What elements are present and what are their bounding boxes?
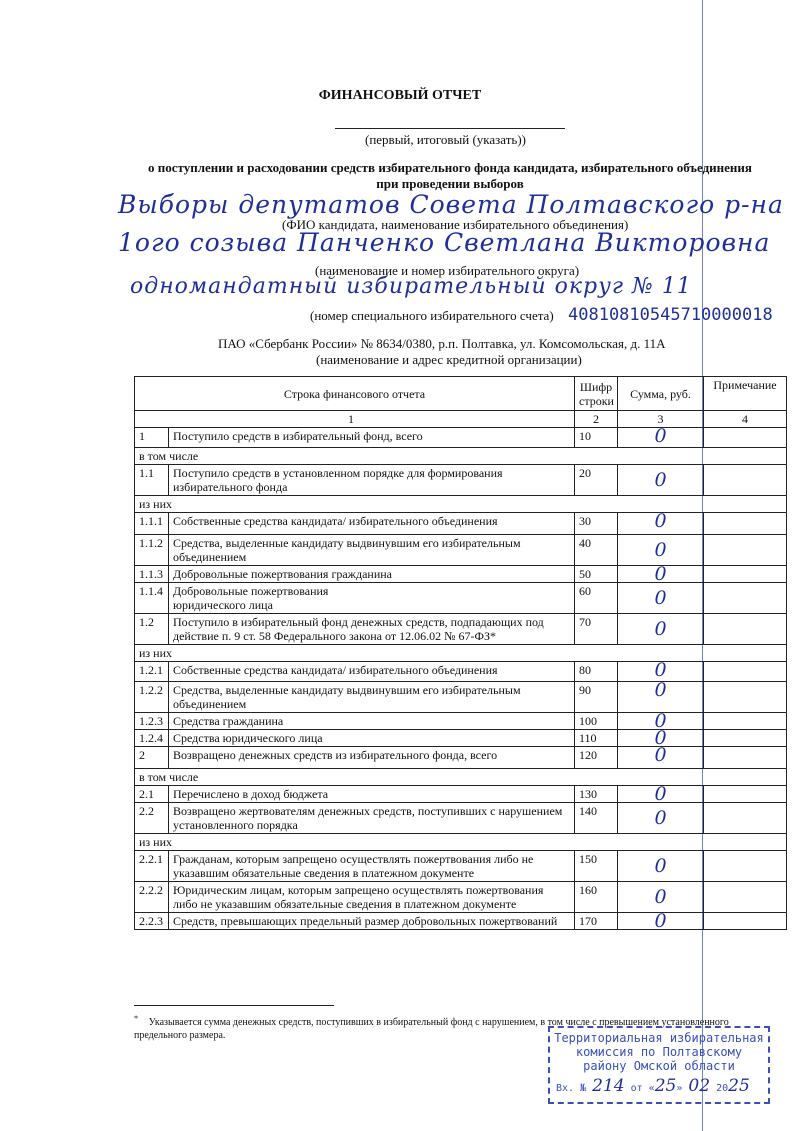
row-num: 1 [135,428,169,448]
row-num: 2.2.2 [135,882,169,913]
table-row [135,730,787,747]
row-code: 30 [575,513,618,535]
handwritten-district: одномандатный избирательный округ № 11 [130,274,692,299]
row-note [704,682,787,713]
report-type-caption: (первый, итоговый (указать)) [365,132,526,147]
colnum-4: 4 [704,411,787,428]
row-sum: 0 [618,913,704,930]
row-sum: 0 [618,662,704,682]
row-note [704,465,787,496]
row-num: 1.1.4 [135,583,169,614]
subheader-text: из них [135,834,787,851]
row-code: 40 [575,535,618,566]
table-subheader [135,769,787,786]
row-sum: 0 [618,566,704,583]
table-row [135,535,787,566]
row-text: Собственные средства кандидата/ избирательного объединения [169,513,575,535]
report-type-underline [335,128,565,129]
row-note [704,913,787,930]
stamp-registration-line [556,1076,750,1096]
stamp-reg-year: 25 [728,1076,750,1096]
row-note [704,713,787,730]
stamp-reg-day: 25 [654,1076,677,1096]
stamp-reg-month: 02 [688,1076,711,1096]
candidate-caption: (ФИО кандидата, наименование избирательного объединения) [282,217,629,232]
table-row [135,662,787,682]
colnum-3: 3 [618,411,704,428]
row-text: Поступило средств в установленном порядке для формирования избирательного фонда [169,465,575,496]
district-caption: (наименование и номер избирательного округа) [315,263,580,278]
table-row [135,682,787,713]
subheader-text: в том числе [135,448,787,465]
row-code: 170 [575,913,618,930]
table-row [135,803,787,834]
row-num: 1.1.3 [135,566,169,583]
row-num: 1.1.2 [135,535,169,566]
row-sum: 0 [618,682,704,713]
row-num: 2.1 [135,786,169,803]
stamp-reg-prefix: Вх. № [556,1083,587,1094]
row-code: 160 [575,882,618,913]
stamp-reg-year-prefix: 20 [716,1083,729,1094]
row-text: Средств, превышающих предельный размер добровольных пожертвований [169,913,575,930]
row-num: 2 [135,747,169,769]
bank-name: ПАО «Сбербанк России» № 8634/0380, р.п. Полтавка, ул. Комсомольская, д. 11А [218,336,666,351]
row-code: 80 [575,662,618,682]
row-sum: 0 [618,786,704,803]
row-sum: 0 [618,583,704,614]
table-subheader [135,645,787,662]
row-code: 60 [575,583,618,614]
row-sum: 0 [618,882,704,913]
header-note: Примечание [704,377,787,411]
row-sum: 0 [618,513,704,535]
row-text: Собственные средства кандидата/ избирательного объединения [169,662,575,682]
bank-caption: (наименование и адрес кредитной организации) [316,352,582,367]
row-text: Добровольные пожертвования юридического лица [169,583,575,614]
table-row [135,566,787,583]
row-sum: 0 [618,803,704,834]
row-num: 1.2.1 [135,662,169,682]
row-code: 10 [575,428,618,448]
row-sum: 0 [618,730,704,747]
row-note [704,803,787,834]
header-code: Шифр строки [575,377,618,411]
footnote-mark: * [134,1014,139,1023]
table-row [135,465,787,496]
row-code: 130 [575,786,618,803]
row-num: 2.2 [135,803,169,834]
row-text: Юридическим лицам, которым запрещено осуществлять пожертвования либо не указавшим обязательные сведения в платежном документе [169,882,575,913]
row-note [704,730,787,747]
stamp-reg-sep: » [676,1083,683,1094]
table-subheader [135,448,787,465]
colnum-2: 2 [575,411,618,428]
row-num: 1.2.2 [135,682,169,713]
stamp-line3: району Омской области [583,1059,735,1073]
row-num: 1.1.1 [135,513,169,535]
footnote-divider [134,1005,334,1006]
row-sum: 0 [618,465,704,496]
row-code: 150 [575,851,618,882]
handwritten-election: Выборы депутатов Совета Полтавского р-на [118,190,784,219]
subtitle-line2: при проведении выборов [376,176,524,191]
row-code: 50 [575,566,618,583]
row-text: Поступило в избирательный фонд денежных средств, подпадающих под действие п. 9 ст. 58 Федерального закона от 12.06.02 № 67-ФЗ* [169,614,575,645]
row-text: Возвращено жертвователям денежных средств, поступивших с нарушением установленного порядка [169,803,575,834]
table-header-row [135,377,787,411]
table-row [135,583,787,614]
row-code: 110 [575,730,618,747]
subheader-text: в том числе [135,769,787,786]
row-text: Добровольные пожертвования гражданина [169,566,575,583]
row-text: Средства юридического лица [169,730,575,747]
row-sum: 0 [618,713,704,730]
account-caption: (номер специального избирательного счета) [310,308,554,323]
row-note [704,566,787,583]
row-note [704,786,787,803]
row-num: 1.2 [135,614,169,645]
row-code: 120 [575,747,618,769]
table-row [135,913,787,930]
row-sum: 0 [618,747,704,769]
row-sum: 0 [618,851,704,882]
row-text: Поступило средств в избирательный фонд, всего [169,428,575,448]
row-note [704,662,787,682]
row-code: 90 [575,682,618,713]
row-note [704,747,787,769]
table-row [135,713,787,730]
row-num: 1.2.4 [135,730,169,747]
page-title: ФИНАНСОВЫЙ ОТЧЕТ [318,88,482,103]
row-code: 100 [575,713,618,730]
table-row [135,747,787,769]
handwritten-account: 40810810545710000018 [568,305,773,325]
subheader-text: из них [135,496,787,513]
row-num: 2.2.1 [135,851,169,882]
row-note [704,583,787,614]
row-sum: 0 [618,535,704,566]
header-line: Строка финансового отчета [135,377,575,411]
table-row [135,614,787,645]
row-num: 2.2.3 [135,913,169,930]
table-subheader [135,496,787,513]
row-note [704,882,787,913]
row-code: 140 [575,803,618,834]
table-row [135,882,787,913]
row-code: 20 [575,465,618,496]
row-note [704,851,787,882]
stamp-line2: комиссия по Полтавскому [575,1045,743,1059]
row-text: Средства гражданина [169,713,575,730]
row-sum: 0 [618,428,704,448]
row-text: Возвращено денежных средств из избирательного фонда, всего [169,747,575,769]
row-num: 1.2.3 [135,713,169,730]
header-sum: Сумма, руб. [618,377,704,411]
stamp-line1: Территориальная избирательная [554,1031,764,1045]
row-num: 1.1 [135,465,169,496]
table-row [135,851,787,882]
subheader-text: из них [135,645,787,662]
row-text: Средства, выделенные кандидату выдвинувшим его избирательным объединением [169,682,575,713]
row-note [704,513,787,535]
row-sum: 0 [618,614,704,645]
table-row [135,786,787,803]
row-code: 70 [575,614,618,645]
handwritten-candidate: 1ого созыва Панченко Светлана Викторовна [118,228,771,257]
table-colnum-row [135,411,787,428]
table-subheader [135,834,787,851]
footnote-text: Указывается сумма денежных средств, поступивших в избирательный фонд с нарушением, в том числе с превышением установленного предельного размера. [134,1017,729,1042]
stamp-reg-from: от « [630,1083,655,1094]
row-text: Средства, выделенные кандидату выдвинувшим его избирательным объединением [169,535,575,566]
colnum-1: 1 [135,411,575,428]
table-row [135,428,787,448]
row-note [704,535,787,566]
row-text: Гражданам, которым запрещено осуществлять пожертвования либо не указавшим обязательные сведения в платежном документе [169,851,575,882]
stamp-reg-number: 214 [592,1076,625,1096]
financial-report-table [134,376,787,930]
subtitle-line1: о поступлении и расходовании средств избирательного фонда кандидата, избирательного объединения [148,160,752,175]
table-row [135,513,787,535]
row-text: Перечислено в доход бюджета [169,786,575,803]
registration-stamp [548,1026,770,1104]
row-note [704,428,787,448]
row-note [704,614,787,645]
